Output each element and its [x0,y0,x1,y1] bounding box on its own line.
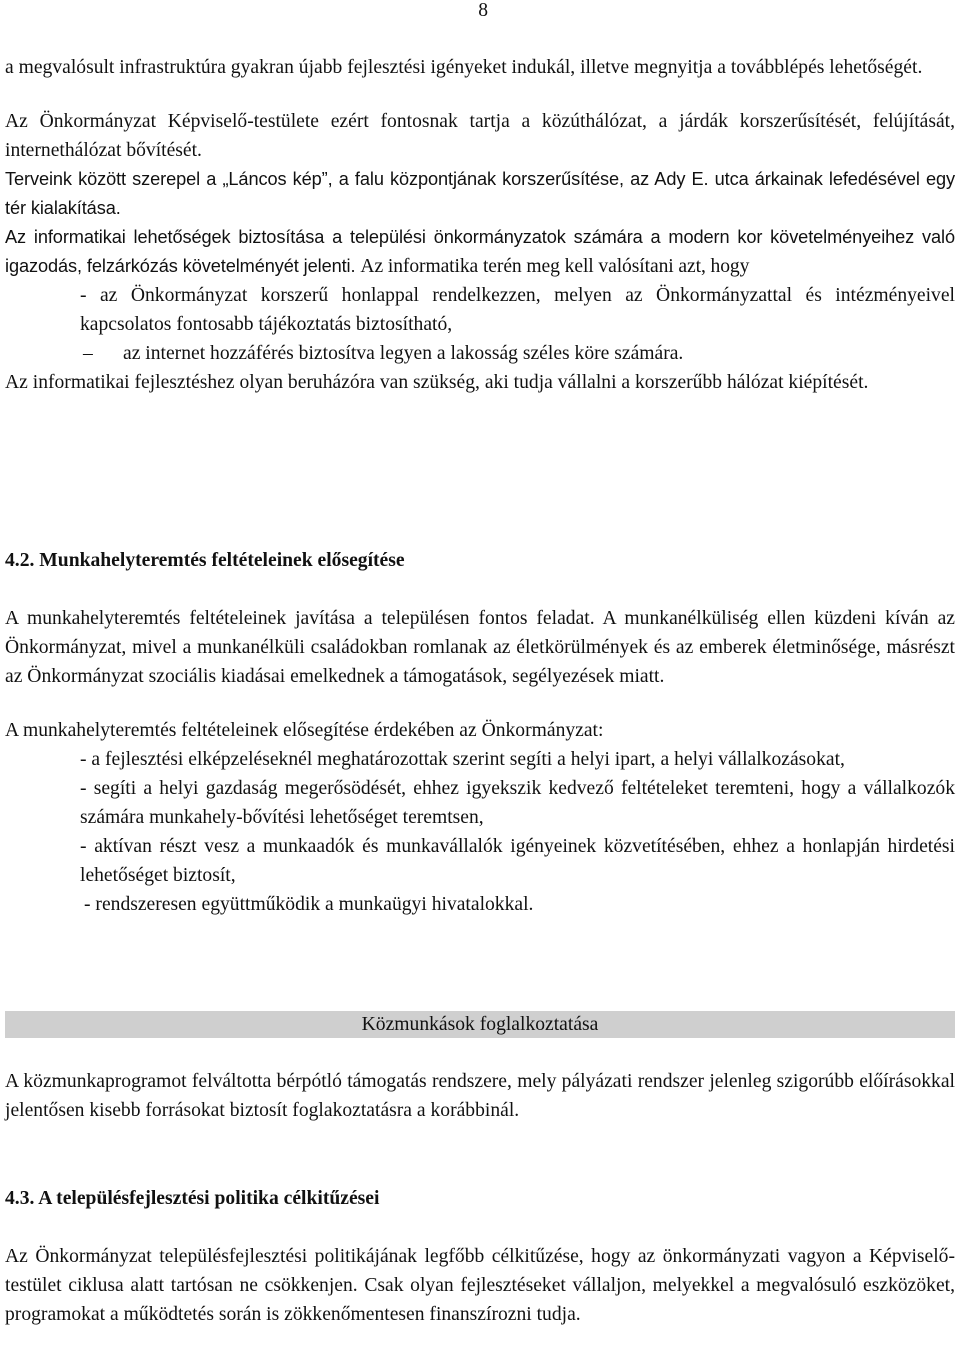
list-item: - rendszeresen együttműködik a munkaügyi hivatalokkal. [84,894,534,915]
informatics-text: Az informatikai lehetőségek biztosítása a települési önkormányzatok számára a modern kor követelményeihez való igazodás, felzárkózás követelményét jelenti. [5,227,955,276]
paragraph-infrastructure: a megvalósult infrastruktúra gyakran újabb fejlesztési igényeket indukál, illetve megnyitja a továbblépés lehetőségét. [5,57,923,78]
page-number: 8 [478,0,488,21]
paragraph-kozmunka: A közmunkaprogramot felváltotta bérpótló támogatás rendszere, mely pályázati rendszer jelenleg szigorúbb előírásokkal jelentősen kisebb forrásokat biztosít foglakoztatásra a korábbinál. [5,1071,955,1121]
kozmunka-body [5,1067,955,1125]
list-item: - aktívan részt vesz a munkaadók és munkavállalók igényeinek közvetítésében, ehhez a honlapján hirdetési lehetőséget biztosít, [80,836,955,886]
list-item-internet [5,339,955,368]
paragraph-munkanelkuliseg: A munkahelyteremtés feltételeinek javítása a településen fontos feladat. A munkanélküliség ellen küzdeni kíván az Önkormányzat, mivel a munkanélküli családokban romlanak az életkörülmények és az emberek életminősége, másrészt az Önkormányzat szociális kiadásai emelkednek a támogatások, segélyezések miatt. [5,608,955,687]
section-4-3-heading [5,1184,955,1213]
paragraph-informatics [5,223,955,281]
paragraph-erdekeben: A munkahelyteremtés feltételeinek elősegítése érdekében az Önkormányzat: [5,720,604,741]
intro-section [5,53,955,397]
list-item: - segíti a helyi gazdaság megerősödését, ehhez igyekszik kedvező feltételeket teremteni, hogy a vállalkozók számára munkahely-bővítési lehetőséget teremtsen, [80,778,955,828]
section-4-2-heading [5,546,955,575]
paragraph-kepviselo: Az Önkormányzat Képviselő-testülete ezért fontosnak tartja a közúthálózat, a járdák korszerűsítését, felújítását, internethálózat bővítését. [5,111,955,161]
list-item: - a fejlesztési elképzeléseknél meghatározottak szerint segíti a helyi ipart, a helyi vállalkozásokat, [80,749,845,770]
paragraph-celkituzes: Az Önkormányzat településfejlesztési politikájának legfőbb célkitűzése, hogy az önkormányzati vagyon a Képviselő-testület ciklusa alatt tartósan ne csökkenjen. Csak olyan fejlesztéseket vállaljon, melyekkel a megvalósuló eszközöket, programokat a működtetés során is zökkenőmentesen finanszírozni tudja. [5,1246,955,1325]
measures-list [5,745,955,919]
section-number: 4.2. [5,550,35,571]
kozmunka-banner [5,1011,955,1038]
list-item-honlap: - az Önkormányzat korszerű honlappal rendelkezzen, melyen az Önkormányzattal és intézményeivel kapcsolatos fontosabb tájékoztatás biztosítható, [80,285,955,335]
informatics-text-tail: Az informatika terén meg kell valósítani azt, hogy [360,256,750,277]
section-4-3-body [5,1242,955,1329]
section-title: Munkahelyteremtés feltételeinek elősegítése [39,550,405,571]
paragraph-terveink: Terveink között szerepel a „Láncos kép”, a falu központjának korszerűsítése, az Ady E. utca árkainak lefedésével egy tér kialakítása. [5,169,955,218]
section-number: 4.3. [5,1188,35,1209]
section-4-2-body [5,604,955,919]
list-dash: – [83,343,93,364]
list-item-internet-text: az internet hozzáférés biztosítva legyen a lakosság széles köre számára. [123,343,684,364]
paragraph-beruhazo: Az informatikai fejlesztéshez olyan beruházóra van szükség, aki tudja vállalni a korszerűbb hálózat kiépítését. [5,372,869,393]
section-title: A településfejlesztési politika célkitűzései [38,1188,380,1209]
kozmunka-banner-title: Közmunkások foglalkoztatása [361,1014,599,1035]
